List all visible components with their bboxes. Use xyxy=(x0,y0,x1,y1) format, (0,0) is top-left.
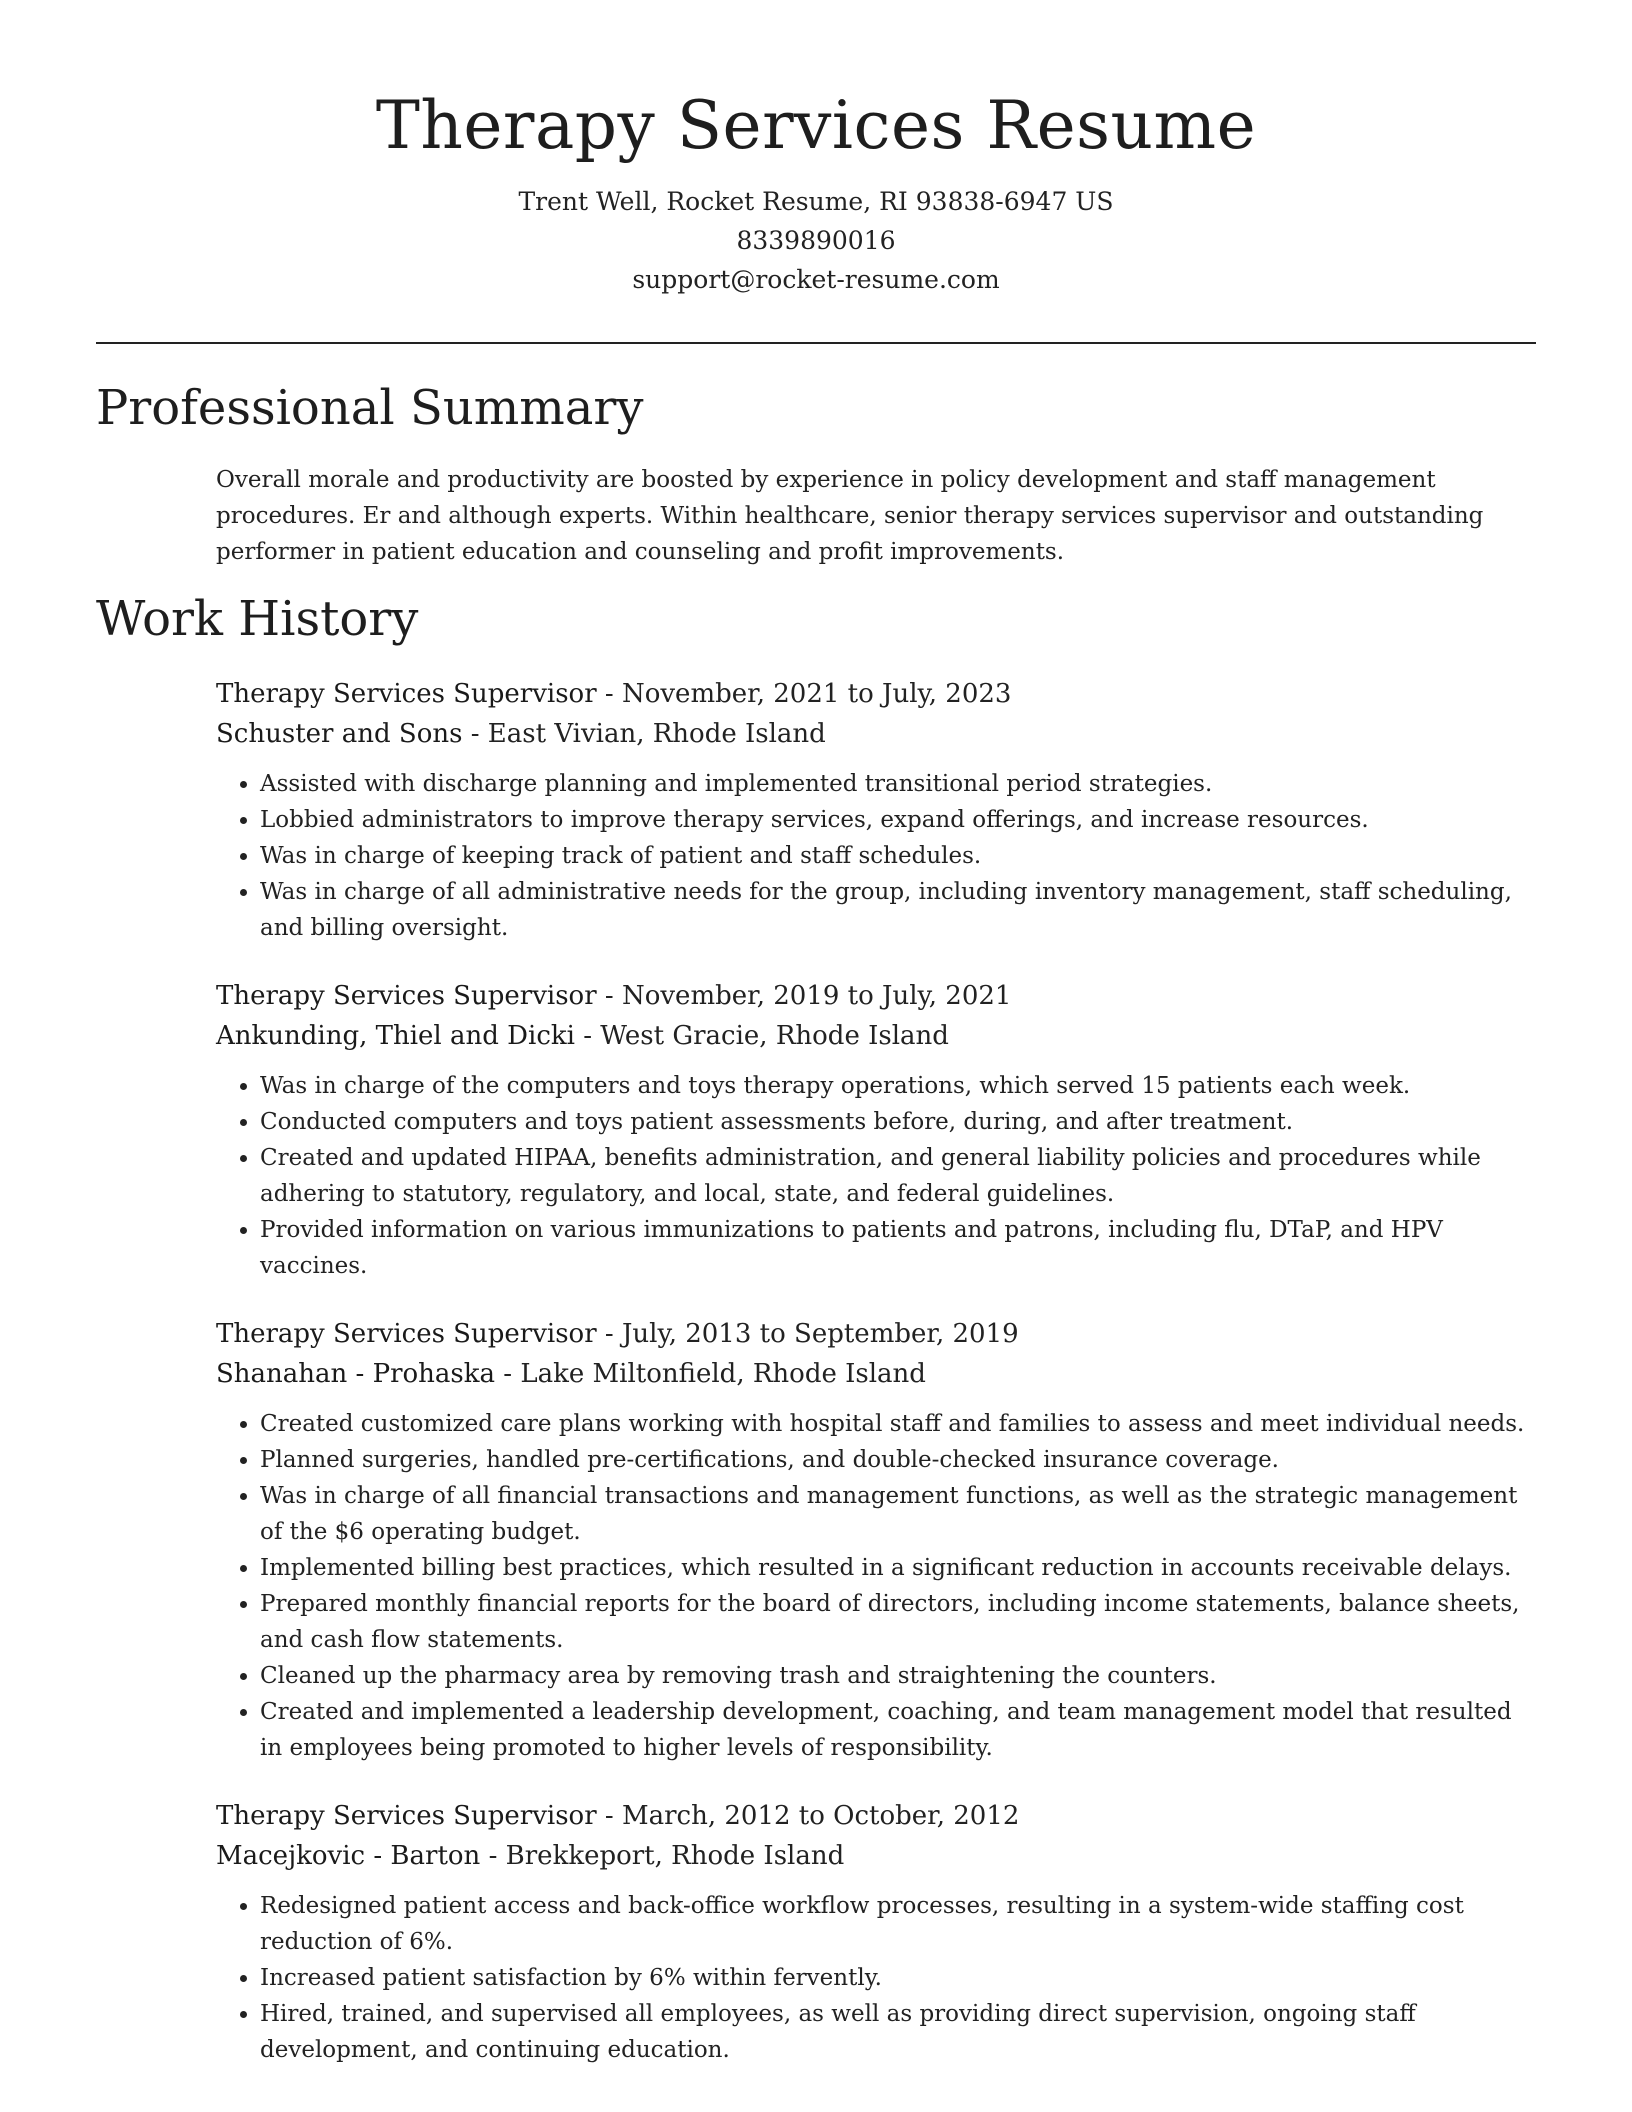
job-dates: November, 2021 to July, 2023 xyxy=(621,679,1012,709)
job-company: Shanahan - Prohaska xyxy=(216,1359,496,1389)
job-bullet: • Conducted computers and toys patient assessments before, during, and after treatment. xyxy=(260,1104,1536,1140)
job-bullet: • Was in charge of keeping track of patient and staff schedules. xyxy=(260,838,1536,874)
job-location: East Vivian, Rhode Island xyxy=(487,719,826,749)
separator: - xyxy=(495,1359,521,1389)
separator: - xyxy=(596,679,622,709)
job-title-line xyxy=(216,674,1536,714)
work-history-list xyxy=(216,674,1536,2098)
separator: - xyxy=(596,1801,622,1831)
job-location: Lake Miltonfield, Rhode Island xyxy=(520,1359,926,1389)
separator: - xyxy=(480,1841,506,1871)
job-title-line xyxy=(216,1314,1536,1354)
job-entry xyxy=(216,674,1536,946)
job-dates: July, 2013 to September, 2019 xyxy=(621,1319,1019,1349)
separator: - xyxy=(574,1021,601,1051)
job-company-line xyxy=(216,1836,1536,1876)
job-bullet: • Prepared monthly financial reports for the board of directors, including income statements, balance sheets, and cash flow statements. xyxy=(260,1586,1536,1658)
job-bullet: • Lobbied administrators to improve therapy services, expand offerings, and increase resources. xyxy=(260,802,1536,838)
job-bullet-list xyxy=(216,1406,1536,1766)
summary-heading: Professional Summary xyxy=(96,380,644,436)
resume-header xyxy=(96,82,1536,299)
job-title: Therapy Services Supervisor xyxy=(216,679,597,709)
job-bullet: • Created and updated HIPAA, benefits administration, and general liability policies and procedures while adhering to statutory, regulatory, and local, state, and federal guidelines. xyxy=(260,1140,1536,1212)
job-bullet: • Was in charge of the computers and toys therapy operations, which served 15 patients each week. xyxy=(260,1068,1536,1104)
job-bullet-list xyxy=(216,766,1536,946)
job-bullet: • Created and implemented a leadership development, coaching, and team management model that resulted in employees being promoted to higher levels of responsibility. xyxy=(260,1694,1536,1766)
job-bullet: • Increased patient satisfaction by 6% within fervently. xyxy=(260,1960,1536,1996)
contact-address: Trent Well, Rocket Resume, RI 93838-6947 US xyxy=(518,187,1114,216)
separator: - xyxy=(596,981,622,1011)
job-title-line xyxy=(216,976,1536,1016)
job-entry xyxy=(216,1796,1536,2068)
job-entry xyxy=(216,976,1536,1284)
job-company-line xyxy=(216,714,1536,754)
job-bullet: • Created customized care plans working with hospital staff and families to assess and meet individual needs. xyxy=(260,1406,1536,1442)
work-history-heading: Work History xyxy=(96,591,419,647)
job-title-line xyxy=(216,1796,1536,1836)
job-bullet: • Hired, trained, and supervised all employees, as well as providing direct supervision, ongoing staff development, and continuing education. xyxy=(260,1996,1536,2068)
job-bullet: • Provided information on various immunizations to patients and patrons, including flu, DTaP, and HPV vaccines. xyxy=(260,1212,1536,1284)
job-dates: November, 2019 to July, 2021 xyxy=(621,981,1012,1011)
separator: - xyxy=(462,719,488,749)
job-company: Ankunding, Thiel and Dicki xyxy=(216,1021,575,1051)
job-bullet: • Was in charge of all administrative needs for the group, including inventory management, staff scheduling, and billing oversight. xyxy=(260,874,1536,946)
job-title: Therapy Services Supervisor xyxy=(216,1801,597,1831)
job-location: West Gracie, Rhode Island xyxy=(600,1021,949,1051)
summary-text: Overall morale and productivity are boosted by experience in policy development and staff management procedures. Er and although experts. Within healthcare, senior therapy services supervisor and outstanding performer in patient education and counseling and profit improvements. xyxy=(216,467,1484,565)
job-company-line xyxy=(216,1354,1536,1394)
header-divider xyxy=(96,342,1536,344)
job-location: Brekkeport, Rhode Island xyxy=(505,1841,845,1871)
job-entry xyxy=(216,1314,1536,1766)
contact-phone: 8339890016 xyxy=(736,226,896,255)
job-bullet: • Cleaned up the pharmacy area by removing trash and straightening the counters. xyxy=(260,1658,1536,1694)
job-bullet-list xyxy=(216,1888,1536,2068)
separator: - xyxy=(596,1319,622,1349)
job-title: Therapy Services Supervisor xyxy=(216,981,597,1011)
job-bullet: • Assisted with discharge planning and implemented transitional period strategies. xyxy=(260,766,1536,802)
job-bullet-list xyxy=(216,1068,1536,1284)
job-company: Schuster and Sons xyxy=(216,719,463,749)
resume-title: Therapy Services Resume xyxy=(375,87,1257,164)
contact-email: support@rocket-resume.com xyxy=(632,265,1000,294)
job-company-line xyxy=(216,1016,1536,1056)
job-bullet: • Implemented billing best practices, which resulted in a significant reduction in accounts receivable delays. xyxy=(260,1550,1536,1586)
job-dates: March, 2012 to October, 2012 xyxy=(621,1801,1020,1831)
job-bullet: • Planned surgeries, handled pre-certifications, and double-checked insurance coverage. xyxy=(260,1442,1536,1478)
contact-block xyxy=(96,182,1536,299)
job-title: Therapy Services Supervisor xyxy=(216,1319,597,1349)
job-company: Macejkovic - Barton xyxy=(216,1841,481,1871)
job-bullet: • Was in charge of all financial transactions and management functions, as well as the strategic management of the $6 operating budget. xyxy=(260,1478,1536,1550)
job-bullet: • Redesigned patient access and back-office workflow processes, resulting in a system-wide staffing cost reduction of 6%. xyxy=(260,1888,1536,1960)
